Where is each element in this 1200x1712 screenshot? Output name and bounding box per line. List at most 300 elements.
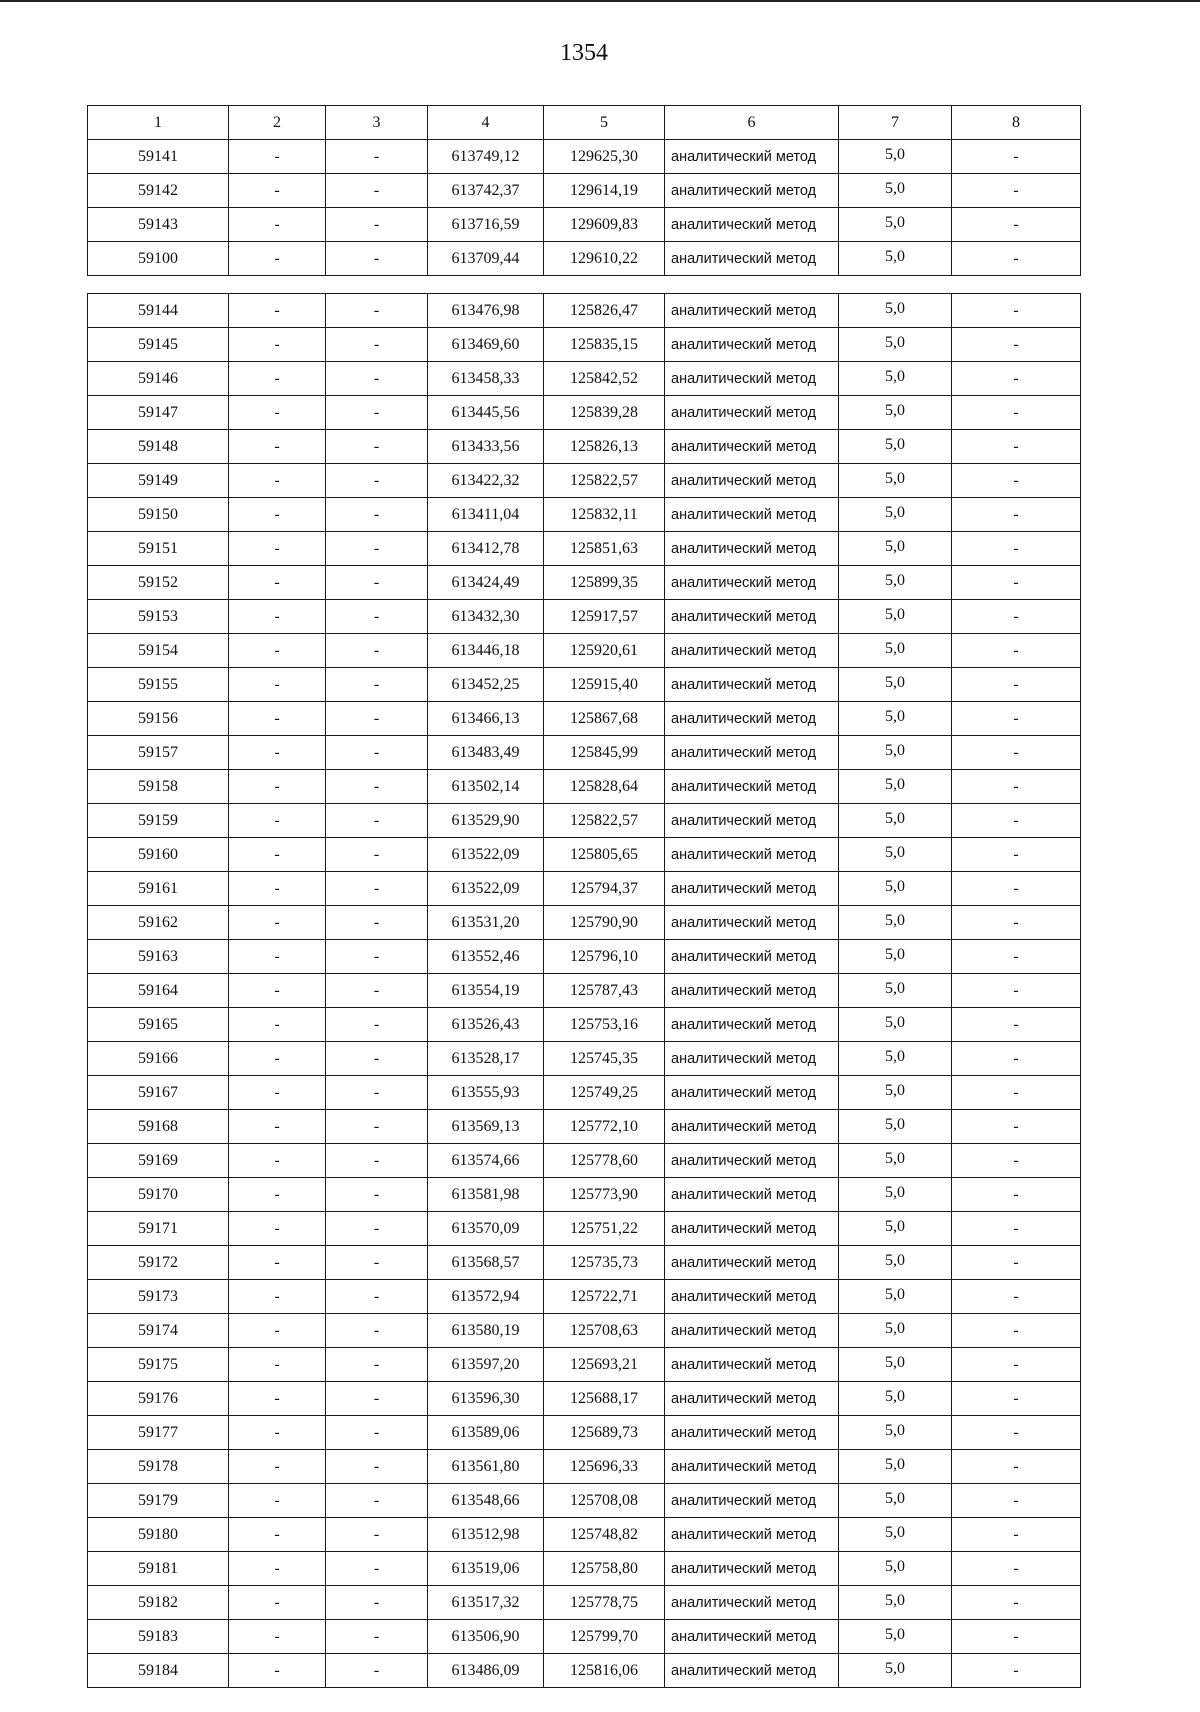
point-number-cell: 59180 bbox=[88, 1518, 229, 1552]
header-cell: 8 bbox=[952, 106, 1081, 140]
point-number-cell: 59158 bbox=[88, 770, 229, 804]
col8-cell: - bbox=[952, 804, 1081, 838]
method-cell: аналитический метод bbox=[665, 872, 839, 906]
col2-cell: - bbox=[229, 1178, 326, 1212]
accuracy-cell: 5,0 bbox=[839, 872, 952, 906]
x-coordinate-cell: 613483,49 bbox=[428, 736, 544, 770]
accuracy-cell: 5,0 bbox=[839, 1246, 952, 1280]
method-cell: аналитический метод bbox=[665, 328, 839, 362]
col2-cell: - bbox=[229, 464, 326, 498]
table-row bbox=[88, 430, 1081, 464]
point-number-cell: 59155 bbox=[88, 668, 229, 702]
table-row bbox=[88, 940, 1081, 974]
method-cell: аналитический метод bbox=[665, 1586, 839, 1620]
y-coordinate-cell: 125826,47 bbox=[544, 294, 665, 328]
col2-cell: - bbox=[229, 1654, 326, 1688]
point-number-cell: 59156 bbox=[88, 702, 229, 736]
col8-cell: - bbox=[952, 1212, 1081, 1246]
table-row bbox=[88, 362, 1081, 396]
col2-cell: - bbox=[229, 1246, 326, 1280]
method-cell: аналитический метод bbox=[665, 1246, 839, 1280]
col8-cell: - bbox=[952, 1178, 1081, 1212]
method-cell: аналитический метод bbox=[665, 940, 839, 974]
table-row bbox=[88, 1654, 1081, 1688]
col3-cell: - bbox=[326, 1484, 428, 1518]
col3-cell: - bbox=[326, 702, 428, 736]
x-coordinate-cell: 613555,93 bbox=[428, 1076, 544, 1110]
method-cell: аналитический метод bbox=[665, 208, 839, 242]
y-coordinate-cell: 125758,80 bbox=[544, 1552, 665, 1586]
col3-cell: - bbox=[326, 328, 428, 362]
y-coordinate-cell: 129609,83 bbox=[544, 208, 665, 242]
method-cell: аналитический метод bbox=[665, 1620, 839, 1654]
table-row bbox=[88, 174, 1081, 208]
x-coordinate-cell: 613569,13 bbox=[428, 1110, 544, 1144]
col2-cell: - bbox=[229, 1450, 326, 1484]
x-coordinate-cell: 613446,18 bbox=[428, 634, 544, 668]
point-number-cell: 59150 bbox=[88, 498, 229, 532]
point-number-cell: 59182 bbox=[88, 1586, 229, 1620]
col2-cell: - bbox=[229, 1518, 326, 1552]
y-coordinate-cell: 125828,64 bbox=[544, 770, 665, 804]
col3-cell: - bbox=[326, 1552, 428, 1586]
x-coordinate-cell: 613528,17 bbox=[428, 1042, 544, 1076]
x-coordinate-cell: 613581,98 bbox=[428, 1178, 544, 1212]
method-cell: аналитический метод bbox=[665, 702, 839, 736]
col2-cell: - bbox=[229, 208, 326, 242]
accuracy-cell: 5,0 bbox=[839, 174, 952, 208]
page-number: 1354 bbox=[560, 40, 608, 66]
accuracy-cell: 5,0 bbox=[839, 1484, 952, 1518]
col8-cell: - bbox=[952, 838, 1081, 872]
table-header-row bbox=[88, 106, 1081, 140]
method-cell: аналитический метод bbox=[665, 396, 839, 430]
y-coordinate-cell: 125832,11 bbox=[544, 498, 665, 532]
method-cell: аналитический метод bbox=[665, 294, 839, 328]
col2-cell: - bbox=[229, 566, 326, 600]
y-coordinate-cell: 125773,90 bbox=[544, 1178, 665, 1212]
col8-cell: - bbox=[952, 634, 1081, 668]
col3-cell: - bbox=[326, 1042, 428, 1076]
accuracy-cell: 5,0 bbox=[839, 1008, 952, 1042]
method-cell: аналитический метод bbox=[665, 906, 839, 940]
point-number-cell: 59157 bbox=[88, 736, 229, 770]
table-row bbox=[88, 634, 1081, 668]
point-number-cell: 59142 bbox=[88, 174, 229, 208]
y-coordinate-cell: 125722,71 bbox=[544, 1280, 665, 1314]
col2-cell: - bbox=[229, 600, 326, 634]
col3-cell: - bbox=[326, 1314, 428, 1348]
x-coordinate-cell: 613568,57 bbox=[428, 1246, 544, 1280]
accuracy-cell: 5,0 bbox=[839, 702, 952, 736]
table-row bbox=[88, 1246, 1081, 1280]
method-cell: аналитический метод bbox=[665, 1042, 839, 1076]
col3-cell: - bbox=[326, 208, 428, 242]
col8-cell: - bbox=[952, 1654, 1081, 1688]
table-row bbox=[88, 974, 1081, 1008]
method-cell: аналитический метод bbox=[665, 668, 839, 702]
table-row bbox=[88, 1212, 1081, 1246]
col3-cell: - bbox=[326, 1144, 428, 1178]
x-coordinate-cell: 613526,43 bbox=[428, 1008, 544, 1042]
table-row bbox=[88, 1586, 1081, 1620]
table-row bbox=[88, 532, 1081, 566]
col2-cell: - bbox=[229, 838, 326, 872]
x-coordinate-cell: 613422,32 bbox=[428, 464, 544, 498]
x-coordinate-cell: 613529,90 bbox=[428, 804, 544, 838]
table-row bbox=[88, 566, 1081, 600]
header-cell: 7 bbox=[839, 106, 952, 140]
table-row bbox=[88, 702, 1081, 736]
col2-cell: - bbox=[229, 1280, 326, 1314]
accuracy-cell: 5,0 bbox=[839, 362, 952, 396]
accuracy-cell: 5,0 bbox=[839, 1348, 952, 1382]
y-coordinate-cell: 125816,06 bbox=[544, 1654, 665, 1688]
header-cell: 4 bbox=[428, 106, 544, 140]
col3-cell: - bbox=[326, 1586, 428, 1620]
col2-cell: - bbox=[229, 668, 326, 702]
y-coordinate-cell: 125917,57 bbox=[544, 600, 665, 634]
y-coordinate-cell: 125778,75 bbox=[544, 1586, 665, 1620]
point-number-cell: 59153 bbox=[88, 600, 229, 634]
col2-cell: - bbox=[229, 1348, 326, 1382]
y-coordinate-cell: 125839,28 bbox=[544, 396, 665, 430]
table-row bbox=[88, 498, 1081, 532]
table-row bbox=[88, 1280, 1081, 1314]
col3-cell: - bbox=[326, 1110, 428, 1144]
y-coordinate-cell: 125822,57 bbox=[544, 804, 665, 838]
accuracy-cell: 5,0 bbox=[839, 1110, 952, 1144]
y-coordinate-cell: 125867,68 bbox=[544, 702, 665, 736]
table-row bbox=[88, 1620, 1081, 1654]
accuracy-cell: 5,0 bbox=[839, 1518, 952, 1552]
accuracy-cell: 5,0 bbox=[839, 1382, 952, 1416]
y-coordinate-cell: 125822,57 bbox=[544, 464, 665, 498]
col3-cell: - bbox=[326, 464, 428, 498]
y-coordinate-cell: 125772,10 bbox=[544, 1110, 665, 1144]
col2-cell: - bbox=[229, 1042, 326, 1076]
x-coordinate-cell: 613469,60 bbox=[428, 328, 544, 362]
accuracy-cell: 5,0 bbox=[839, 1042, 952, 1076]
col8-cell: - bbox=[952, 906, 1081, 940]
accuracy-cell: 5,0 bbox=[839, 1178, 952, 1212]
col8-cell: - bbox=[952, 1450, 1081, 1484]
col3-cell: - bbox=[326, 294, 428, 328]
y-coordinate-cell: 125794,37 bbox=[544, 872, 665, 906]
col2-cell: - bbox=[229, 1144, 326, 1178]
table-row bbox=[88, 668, 1081, 702]
col8-cell: - bbox=[952, 464, 1081, 498]
x-coordinate-cell: 613531,20 bbox=[428, 906, 544, 940]
x-coordinate-cell: 613596,30 bbox=[428, 1382, 544, 1416]
col8-cell: - bbox=[952, 140, 1081, 174]
accuracy-cell: 5,0 bbox=[839, 430, 952, 464]
col3-cell: - bbox=[326, 770, 428, 804]
col2-cell: - bbox=[229, 906, 326, 940]
col8-cell: - bbox=[952, 1348, 1081, 1382]
col3-cell: - bbox=[326, 668, 428, 702]
x-coordinate-cell: 613486,09 bbox=[428, 1654, 544, 1688]
col3-cell: - bbox=[326, 872, 428, 906]
col3-cell: - bbox=[326, 1416, 428, 1450]
table-row bbox=[88, 1450, 1081, 1484]
col3-cell: - bbox=[326, 1654, 428, 1688]
col2-cell: - bbox=[229, 532, 326, 566]
x-coordinate-cell: 613445,56 bbox=[428, 396, 544, 430]
col3-cell: - bbox=[326, 1348, 428, 1382]
col8-cell: - bbox=[952, 702, 1081, 736]
method-cell: аналитический метод bbox=[665, 430, 839, 464]
method-cell: аналитический метод bbox=[665, 1178, 839, 1212]
accuracy-cell: 5,0 bbox=[839, 600, 952, 634]
accuracy-cell: 5,0 bbox=[839, 532, 952, 566]
x-coordinate-cell: 613519,06 bbox=[428, 1552, 544, 1586]
col8-cell: - bbox=[952, 600, 1081, 634]
col3-cell: - bbox=[326, 1178, 428, 1212]
y-coordinate-cell: 125708,08 bbox=[544, 1484, 665, 1518]
x-coordinate-cell: 613517,32 bbox=[428, 1586, 544, 1620]
x-coordinate-cell: 613424,49 bbox=[428, 566, 544, 600]
point-number-cell: 59148 bbox=[88, 430, 229, 464]
accuracy-cell: 5,0 bbox=[839, 1280, 952, 1314]
x-coordinate-cell: 613709,44 bbox=[428, 242, 544, 276]
y-coordinate-cell: 125688,17 bbox=[544, 1382, 665, 1416]
col2-cell: - bbox=[229, 242, 326, 276]
method-cell: аналитический метод bbox=[665, 532, 839, 566]
col8-cell: - bbox=[952, 498, 1081, 532]
col8-cell: - bbox=[952, 362, 1081, 396]
col2-cell: - bbox=[229, 1076, 326, 1110]
y-coordinate-cell: 125748,82 bbox=[544, 1518, 665, 1552]
accuracy-cell: 5,0 bbox=[839, 1144, 952, 1178]
table-row bbox=[88, 242, 1081, 276]
col2-cell: - bbox=[229, 974, 326, 1008]
table-row bbox=[88, 1314, 1081, 1348]
table-row bbox=[88, 464, 1081, 498]
point-number-cell: 59173 bbox=[88, 1280, 229, 1314]
col2-cell: - bbox=[229, 736, 326, 770]
table-row bbox=[88, 838, 1081, 872]
accuracy-cell: 5,0 bbox=[839, 1212, 952, 1246]
point-number-cell: 59151 bbox=[88, 532, 229, 566]
col3-cell: - bbox=[326, 1450, 428, 1484]
x-coordinate-cell: 613561,80 bbox=[428, 1450, 544, 1484]
table-row bbox=[88, 804, 1081, 838]
x-coordinate-cell: 613506,90 bbox=[428, 1620, 544, 1654]
col8-cell: - bbox=[952, 1008, 1081, 1042]
x-coordinate-cell: 613749,12 bbox=[428, 140, 544, 174]
col3-cell: - bbox=[326, 634, 428, 668]
col2-cell: - bbox=[229, 1212, 326, 1246]
table-row bbox=[88, 1110, 1081, 1144]
y-coordinate-cell: 129614,19 bbox=[544, 174, 665, 208]
accuracy-cell: 5,0 bbox=[839, 498, 952, 532]
accuracy-cell: 5,0 bbox=[839, 140, 952, 174]
method-cell: аналитический метод bbox=[665, 804, 839, 838]
y-coordinate-cell: 125915,40 bbox=[544, 668, 665, 702]
col2-cell: - bbox=[229, 804, 326, 838]
col8-cell: - bbox=[952, 1246, 1081, 1280]
table-row bbox=[88, 1382, 1081, 1416]
method-cell: аналитический метод bbox=[665, 566, 839, 600]
col8-cell: - bbox=[952, 532, 1081, 566]
col8-cell: - bbox=[952, 294, 1081, 328]
table-row bbox=[88, 396, 1081, 430]
col3-cell: - bbox=[326, 140, 428, 174]
col3-cell: - bbox=[326, 1008, 428, 1042]
method-cell: аналитический метод bbox=[665, 1552, 839, 1586]
accuracy-cell: 5,0 bbox=[839, 804, 952, 838]
col8-cell: - bbox=[952, 1280, 1081, 1314]
col8-cell: - bbox=[952, 1552, 1081, 1586]
x-coordinate-cell: 613522,09 bbox=[428, 838, 544, 872]
col3-cell: - bbox=[326, 174, 428, 208]
col2-cell: - bbox=[229, 430, 326, 464]
method-cell: аналитический метод bbox=[665, 174, 839, 208]
col2-cell: - bbox=[229, 1552, 326, 1586]
point-number-cell: 59146 bbox=[88, 362, 229, 396]
y-coordinate-cell: 125787,43 bbox=[544, 974, 665, 1008]
method-cell: аналитический метод bbox=[665, 1348, 839, 1382]
method-cell: аналитический метод bbox=[665, 140, 839, 174]
point-number-cell: 59145 bbox=[88, 328, 229, 362]
point-number-cell: 59159 bbox=[88, 804, 229, 838]
accuracy-cell: 5,0 bbox=[839, 668, 952, 702]
x-coordinate-cell: 613554,19 bbox=[428, 974, 544, 1008]
x-coordinate-cell: 613589,06 bbox=[428, 1416, 544, 1450]
table-row bbox=[88, 906, 1081, 940]
point-number-cell: 59184 bbox=[88, 1654, 229, 1688]
method-cell: аналитический метод bbox=[665, 1518, 839, 1552]
method-cell: аналитический метод bbox=[665, 498, 839, 532]
x-coordinate-cell: 613476,98 bbox=[428, 294, 544, 328]
accuracy-cell: 5,0 bbox=[839, 396, 952, 430]
col8-cell: - bbox=[952, 328, 1081, 362]
y-coordinate-cell: 125753,16 bbox=[544, 1008, 665, 1042]
method-cell: аналитический метод bbox=[665, 600, 839, 634]
x-coordinate-cell: 613412,78 bbox=[428, 532, 544, 566]
col2-cell: - bbox=[229, 174, 326, 208]
col3-cell: - bbox=[326, 1382, 428, 1416]
y-coordinate-cell: 125693,21 bbox=[544, 1348, 665, 1382]
y-coordinate-cell: 125845,99 bbox=[544, 736, 665, 770]
accuracy-cell: 5,0 bbox=[839, 1314, 952, 1348]
y-coordinate-cell: 125796,10 bbox=[544, 940, 665, 974]
point-number-cell: 59152 bbox=[88, 566, 229, 600]
col2-cell: - bbox=[229, 498, 326, 532]
x-coordinate-cell: 613572,94 bbox=[428, 1280, 544, 1314]
point-number-cell: 59178 bbox=[88, 1450, 229, 1484]
point-number-cell: 59176 bbox=[88, 1382, 229, 1416]
y-coordinate-cell: 125708,63 bbox=[544, 1314, 665, 1348]
col2-cell: - bbox=[229, 140, 326, 174]
method-cell: аналитический метод bbox=[665, 1382, 839, 1416]
table-row bbox=[88, 1008, 1081, 1042]
x-coordinate-cell: 613580,19 bbox=[428, 1314, 544, 1348]
point-number-cell: 59166 bbox=[88, 1042, 229, 1076]
point-number-cell: 59183 bbox=[88, 1620, 229, 1654]
col2-cell: - bbox=[229, 1620, 326, 1654]
col8-cell: - bbox=[952, 770, 1081, 804]
accuracy-cell: 5,0 bbox=[839, 566, 952, 600]
col3-cell: - bbox=[326, 1076, 428, 1110]
point-number-cell: 59162 bbox=[88, 906, 229, 940]
accuracy-cell: 5,0 bbox=[839, 1450, 952, 1484]
col8-cell: - bbox=[952, 1076, 1081, 1110]
point-number-cell: 59144 bbox=[88, 294, 229, 328]
col2-cell: - bbox=[229, 362, 326, 396]
col2-cell: - bbox=[229, 294, 326, 328]
col3-cell: - bbox=[326, 242, 428, 276]
col2-cell: - bbox=[229, 1484, 326, 1518]
x-coordinate-cell: 613502,14 bbox=[428, 770, 544, 804]
y-coordinate-cell: 125899,35 bbox=[544, 566, 665, 600]
point-number-cell: 59161 bbox=[88, 872, 229, 906]
method-cell: аналитический метод bbox=[665, 1076, 839, 1110]
point-number-cell: 59149 bbox=[88, 464, 229, 498]
header-cell: 1 bbox=[88, 106, 229, 140]
x-coordinate-cell: 613512,98 bbox=[428, 1518, 544, 1552]
col3-cell: - bbox=[326, 566, 428, 600]
x-coordinate-cell: 613574,66 bbox=[428, 1144, 544, 1178]
point-number-cell: 59175 bbox=[88, 1348, 229, 1382]
table-row bbox=[88, 208, 1081, 242]
method-cell: аналитический метод bbox=[665, 464, 839, 498]
accuracy-cell: 5,0 bbox=[839, 1620, 952, 1654]
y-coordinate-cell: 125751,22 bbox=[544, 1212, 665, 1246]
col2-cell: - bbox=[229, 328, 326, 362]
table-row bbox=[88, 140, 1081, 174]
col2-cell: - bbox=[229, 1008, 326, 1042]
point-number-cell: 59168 bbox=[88, 1110, 229, 1144]
point-number-cell: 59171 bbox=[88, 1212, 229, 1246]
table-row bbox=[88, 770, 1081, 804]
table-row bbox=[88, 1042, 1081, 1076]
header-cell: 3 bbox=[326, 106, 428, 140]
y-coordinate-cell: 125790,90 bbox=[544, 906, 665, 940]
col3-cell: - bbox=[326, 804, 428, 838]
x-coordinate-cell: 613433,56 bbox=[428, 430, 544, 464]
y-coordinate-cell: 129625,30 bbox=[544, 140, 665, 174]
col3-cell: - bbox=[326, 1620, 428, 1654]
accuracy-cell: 5,0 bbox=[839, 634, 952, 668]
top-border-line bbox=[0, 0, 1200, 2]
x-coordinate-cell: 613411,04 bbox=[428, 498, 544, 532]
point-number-cell: 59170 bbox=[88, 1178, 229, 1212]
accuracy-cell: 5,0 bbox=[839, 1076, 952, 1110]
col2-cell: - bbox=[229, 1586, 326, 1620]
col8-cell: - bbox=[952, 940, 1081, 974]
method-cell: аналитический метод bbox=[665, 1280, 839, 1314]
y-coordinate-cell: 125920,61 bbox=[544, 634, 665, 668]
col8-cell: - bbox=[952, 872, 1081, 906]
method-cell: аналитический метод bbox=[665, 1110, 839, 1144]
point-number-cell: 59181 bbox=[88, 1552, 229, 1586]
col2-cell: - bbox=[229, 872, 326, 906]
header-cell: 5 bbox=[544, 106, 665, 140]
table-row bbox=[88, 1348, 1081, 1382]
table-row bbox=[88, 328, 1081, 362]
x-coordinate-cell: 613432,30 bbox=[428, 600, 544, 634]
table-row bbox=[88, 1518, 1081, 1552]
x-coordinate-cell: 613742,37 bbox=[428, 174, 544, 208]
col8-cell: - bbox=[952, 1518, 1081, 1552]
col3-cell: - bbox=[326, 532, 428, 566]
y-coordinate-cell: 125851,63 bbox=[544, 532, 665, 566]
col2-cell: - bbox=[229, 770, 326, 804]
coordinates-table-1 bbox=[87, 105, 1081, 276]
col3-cell: - bbox=[326, 974, 428, 1008]
